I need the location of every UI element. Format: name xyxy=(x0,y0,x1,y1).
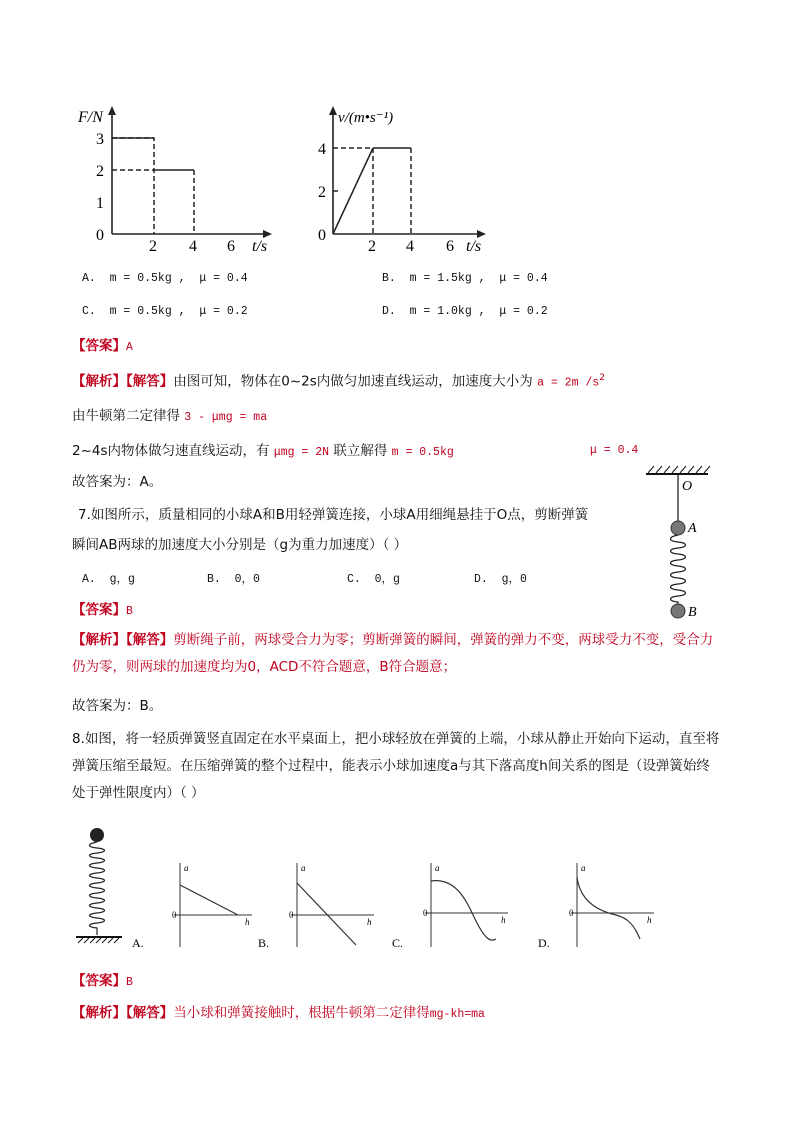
q7-option-a: A. g，g xyxy=(82,573,135,586)
graph1-ytick: 1 xyxy=(96,195,104,212)
graph2-xtick: 4 xyxy=(406,238,414,255)
graph1-ytick: 0 xyxy=(96,227,104,244)
q6-option-b: B. m = 1.5kg , μ = 0.4 xyxy=(382,272,548,285)
graph-option-b xyxy=(258,863,374,950)
label-o: O xyxy=(682,479,693,494)
analysis-tag: 【解析】【解答】 xyxy=(72,373,174,390)
q7-answer xyxy=(72,600,133,622)
graph-option-a xyxy=(132,863,252,950)
analysis-tag: 【解析】【解答】 xyxy=(72,632,174,648)
q6-analysis-line1 xyxy=(72,368,605,394)
graph2-ytick: 2 xyxy=(318,184,326,201)
q7-option-b: B. 0，0 xyxy=(207,573,260,586)
answer-tag: 【答案】 xyxy=(72,973,126,989)
analysis-tag: 【解析】【解答】 xyxy=(72,1005,174,1021)
axis-h-label: h xyxy=(501,915,506,925)
graph2-xlabel: t/s xyxy=(466,238,482,255)
q6-formula: 3 - μmg = ma xyxy=(184,411,268,424)
q6-conclusion: 故答案为：A。 xyxy=(72,474,163,490)
axis-h-label: h xyxy=(647,915,652,925)
q6-superscript: 2 xyxy=(599,373,605,383)
q6-analysis-line2 xyxy=(72,406,267,428)
q6-text: 由牛顿第二定律得 xyxy=(72,408,180,424)
q6-option-a: A. m = 0.5kg , μ = 0.4 xyxy=(82,272,248,285)
axis-a-label: a xyxy=(581,863,586,873)
graph2-ylabel: v/(m•s⁻¹) xyxy=(338,110,394,126)
q7-analysis xyxy=(72,627,722,681)
q7-stem-line2: 瞬间AB两球的加速度大小分别是（g为重力加速度）（ ） xyxy=(72,537,408,553)
axis-a-label: a xyxy=(435,863,440,873)
axis-h-label: h xyxy=(245,917,250,927)
graph1-ytick: 2 xyxy=(96,163,104,180)
graph1-xlabel: t/s xyxy=(252,238,268,255)
graph1-xtick: 4 xyxy=(189,238,197,255)
q8-analysis-text: 当小球和弹簧接触时，根据牛顿第二定律得 xyxy=(173,1005,430,1021)
q6-text: 由图可知，物体在0~2s内做匀加速直线运动，加速度大小为 xyxy=(173,373,533,390)
origin-label: 0 xyxy=(423,908,428,918)
q8-analysis xyxy=(72,1003,485,1025)
q6-text: 联立解得 xyxy=(333,443,388,459)
graph2-xtick: 2 xyxy=(368,238,376,255)
force-time-graph xyxy=(70,100,290,255)
q8-formula: mg-kh=ma xyxy=(429,1008,485,1021)
answer-tag: 【答案】 xyxy=(72,602,126,618)
q7-analysis-text: 剪断绳子前，两球受合力为零；剪断弹簧的瞬间，弹簧的弹力不变，两球受力不变，受合力仍为零，则两球的加速度均为0，ACD不符合题意，B符合题意； xyxy=(72,632,714,675)
velocity-time-graph xyxy=(310,100,490,255)
axis-a-label: a xyxy=(184,863,189,873)
spring-ball-figure xyxy=(72,825,132,945)
q7-option-d: D. g，0 xyxy=(474,573,527,586)
q6-answer xyxy=(72,336,133,358)
q7-option-c: C. 0，g xyxy=(347,573,400,586)
q6-formula: m = 0.5kg xyxy=(391,446,454,459)
hanging-spring-figure xyxy=(640,462,720,622)
q6-text: 2~4s内物体做匀速直线运动，有 xyxy=(72,443,270,459)
q7-stem-line1: 7.如图所示，质量相同的小球A和B用轻弹簧连接，小球A用细绳悬挂于O点，剪断弹簧 xyxy=(78,507,589,523)
origin-label: 0 xyxy=(569,908,574,918)
option-label: D. xyxy=(538,936,550,950)
graph-option-d xyxy=(538,863,654,950)
answer-value: B xyxy=(126,605,133,618)
q6-formula: μmg = 2N xyxy=(273,446,330,459)
answer-value: B xyxy=(126,976,133,989)
graph1-xtick: 2 xyxy=(149,238,157,255)
graph2-ytick: 4 xyxy=(318,141,326,158)
answer-value: A xyxy=(126,341,133,354)
origin-label: 0 xyxy=(172,910,177,920)
label-a: A xyxy=(688,521,697,536)
option-label: C. xyxy=(392,936,404,950)
graph1-xtick: 6 xyxy=(227,238,235,255)
axis-a-label: a xyxy=(301,863,306,873)
q6-analysis-line3 xyxy=(72,441,652,463)
label-b: B xyxy=(688,605,697,620)
q8-options-graphs xyxy=(128,855,668,955)
q6-formula: a = 2m /s xyxy=(537,376,600,390)
graph-option-c xyxy=(392,863,508,950)
q8-answer xyxy=(72,971,133,993)
q6-option-c: C. m = 0.5kg , μ = 0.2 xyxy=(82,305,248,318)
q8-stem: 8.如图，将一轻质弹簧竖直固定在水平桌面上，把小球轻放在弹簧的上端，小球从静止开始向下运动，直至将弹簧压缩至最短。在压缩弹簧的整个过程中，能表示小球加速度a与其下落高度h间关系的图是（设弹簧始终处于弹性限度内）（ ） xyxy=(72,731,720,801)
q6-formula: μ = 0.4 xyxy=(590,444,639,457)
graph1-ylabel: F/N xyxy=(78,109,103,126)
option-label: B. xyxy=(258,936,270,950)
answer-tag: 【答案】 xyxy=(72,338,126,354)
graph2-ytick: 0 xyxy=(318,227,326,244)
axis-h-label: h xyxy=(367,917,372,927)
origin-label: 0 xyxy=(289,910,294,920)
graph2-xtick: 6 xyxy=(446,238,454,255)
graph1-ytick: 3 xyxy=(96,131,104,148)
option-label: A. xyxy=(132,936,144,950)
q6-option-d: D. m = 1.0kg , μ = 0.2 xyxy=(382,305,548,318)
q7-conclusion: 故答案为：B。 xyxy=(72,698,163,714)
